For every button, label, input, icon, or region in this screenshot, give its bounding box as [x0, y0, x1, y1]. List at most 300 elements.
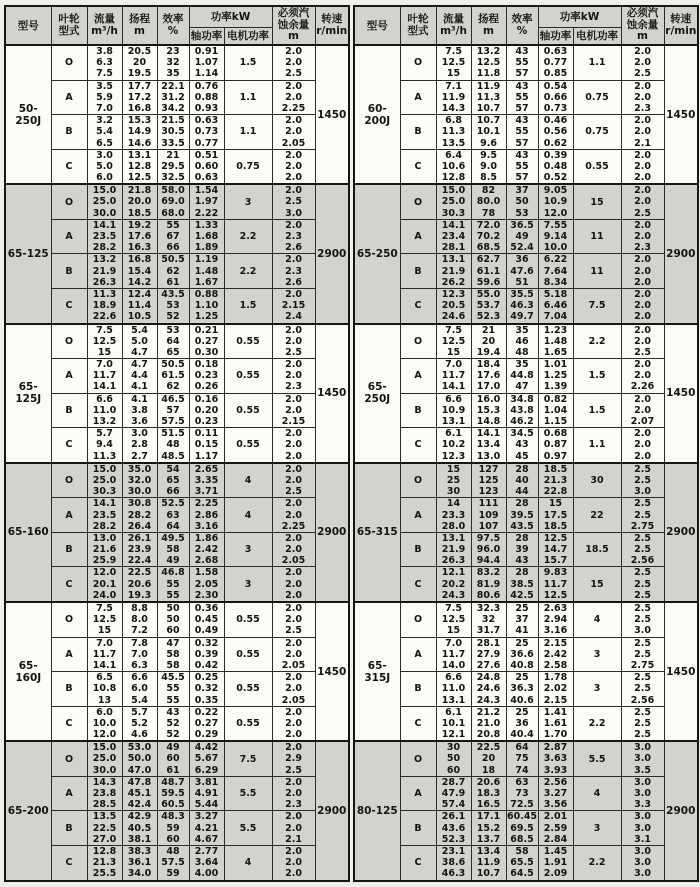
flow-value-line: 13.1 — [441, 532, 466, 544]
shaft-power-value-line: 1.70 — [543, 729, 568, 741]
npsh-value-line: 2.3 — [285, 265, 302, 277]
speed-cell: 2900 — [315, 184, 349, 323]
npsh-value-line: 2.0 — [634, 149, 651, 161]
efficiency-value-line: 47.6 — [510, 265, 534, 277]
efficiency-value-line: 44.8 — [510, 370, 534, 382]
npsh-value-line: 2.0 — [634, 450, 651, 462]
header-motor-power: 电机功率 — [573, 27, 621, 45]
impeller-row — [354, 498, 698, 533]
efficiency-value-line: 46.5 — [161, 393, 185, 405]
npsh-value-line: 2.0 — [634, 91, 651, 103]
efficiency-value-line: 25 — [515, 603, 529, 614]
flow-cell — [87, 254, 122, 289]
npsh-value-line: 2.0 — [285, 439, 302, 451]
flow-value-line: 28.5 — [92, 799, 117, 811]
flow-value-line: 10.6 — [441, 160, 466, 172]
impeller-type-cell: C — [51, 428, 87, 463]
shaft-power-value-line: 0.16 — [194, 393, 219, 405]
head-value-line: 12.8 — [127, 160, 152, 172]
npsh-value-line: 2.0 — [285, 648, 302, 660]
impeller-row — [5, 706, 349, 741]
motor-power-cell: 1.5 — [224, 288, 272, 323]
npsh-value-line: 2.3 — [634, 242, 651, 254]
efficiency-cell — [506, 288, 538, 323]
npsh-value-line: 2.0 — [285, 637, 302, 649]
shaft-power-cell — [189, 393, 224, 428]
efficiency-value-line: 25 — [515, 706, 529, 718]
shaft-power-cell — [189, 567, 224, 602]
npsh-value-line: 2.0 — [285, 185, 302, 197]
flow-value-line: 15 — [446, 68, 461, 80]
shaft-power-value-line: 4.21 — [194, 822, 219, 834]
impeller-row — [5, 393, 349, 428]
header-flow-line: 流量 — [94, 13, 115, 25]
head-value-line: 52.3 — [476, 311, 501, 323]
header-impeller-line: 叶轮 — [407, 13, 429, 25]
efficiency-value-line: 58 — [166, 659, 180, 671]
head-value-line: 17.7 — [127, 80, 152, 92]
impeller-type-cell: A — [51, 637, 87, 672]
head-value-line: 50.0 — [127, 753, 152, 765]
motor-power-cell: 22 — [573, 498, 621, 533]
flow-value-line: 6.5 — [96, 672, 113, 684]
head-value-line: 4.1 — [131, 381, 148, 393]
efficiency-value-line: 57.5 — [161, 416, 185, 427]
model-cell: 80-125 — [354, 741, 400, 880]
npsh-value-line: 2.0 — [285, 57, 302, 69]
npsh-cell — [272, 811, 315, 846]
impeller-row — [5, 741, 349, 776]
head-value-line: 12.5 — [127, 172, 152, 184]
efficiency-value-line: 63 — [166, 509, 180, 521]
shaft-power-cell — [538, 149, 573, 184]
impeller-row — [354, 811, 698, 846]
model-cell: 65-250J — [354, 324, 400, 463]
npsh-value-line: 2.0 — [285, 172, 302, 184]
shaft-power-value-line: 0.51 — [194, 149, 219, 161]
efficiency-value-line: 55 — [515, 57, 529, 69]
flow-value-line: 5.9 — [96, 91, 113, 103]
shaft-power-cell — [538, 637, 573, 672]
flow-value-line: 24.3 — [441, 589, 466, 601]
npsh-value-line: 2.1 — [285, 833, 302, 845]
efficiency-value-line: 59.5 — [161, 788, 185, 799]
impeller-type-cell: A — [51, 80, 87, 115]
efficiency-cell — [506, 324, 538, 359]
shaft-power-value-line: 0.88 — [194, 91, 219, 103]
head-cell — [122, 115, 157, 150]
flow-value-line: 15.0 — [92, 742, 117, 754]
impeller-type-cell: B — [400, 115, 436, 150]
flow-value-line: 7.0 — [96, 102, 113, 114]
npsh-value-line: 2.5 — [634, 706, 651, 718]
npsh-value-line: 2.0 — [285, 80, 302, 92]
efficiency-value-line: 37 — [515, 614, 529, 626]
shaft-power-value-line: 15 — [548, 498, 563, 510]
impeller-row — [5, 845, 349, 880]
efficiency-value-line: 43 — [515, 439, 529, 451]
npsh-value-line: 2.0 — [285, 776, 302, 788]
model-cell: 50-250J — [5, 45, 51, 184]
shaft-power-value-line: 1.48 — [543, 335, 568, 347]
flow-cell — [436, 637, 471, 672]
efficiency-cell — [506, 463, 538, 498]
head-value-line: 20.6 — [127, 578, 152, 590]
impeller-type-cell: C — [400, 288, 436, 323]
npsh-cell — [272, 602, 315, 637]
motor-power-cell: 1.5 — [573, 393, 621, 428]
impeller-row — [5, 602, 349, 637]
npsh-value-line: 2.5 — [634, 717, 651, 729]
flow-value-line: 11.3 — [92, 450, 117, 462]
head-value-line: 17.6 — [476, 370, 501, 382]
motor-power-cell: 3 — [224, 532, 272, 567]
flow-cell — [87, 532, 122, 567]
head-value-line: 18.3 — [476, 788, 501, 799]
speed-cell: 1450 — [315, 602, 349, 741]
flow-value-line: 10.0 — [92, 717, 117, 729]
head-cell — [471, 706, 506, 741]
flow-value-line: 3.0 — [96, 149, 113, 161]
shaft-power-value-line: 1.89 — [194, 242, 219, 254]
npsh-value-line: 2.0 — [634, 185, 651, 197]
npsh-value-line: 2.0 — [285, 567, 302, 579]
head-value-line: 4.4 — [131, 370, 148, 382]
shaft-power-value-line: 0.26 — [194, 381, 219, 393]
npsh-value-line: 2.75 — [630, 659, 655, 671]
npsh-value-line: 2.6 — [285, 276, 302, 288]
flow-value-line: 38.6 — [441, 857, 466, 869]
flow-value-line: 12.5 — [441, 614, 466, 626]
shaft-power-value-line: 5.44 — [194, 799, 219, 811]
efficiency-value-line: 46.2 — [510, 416, 534, 427]
efficiency-value-line: 55 — [515, 160, 529, 172]
shaft-power-value-line: 18.5 — [543, 520, 568, 532]
efficiency-value-line: 65 — [166, 346, 180, 358]
head-cell — [471, 567, 506, 602]
flow-value-line: 28.0 — [441, 520, 466, 532]
npsh-value-line: 3.0 — [285, 207, 302, 219]
head-cell — [471, 149, 506, 184]
impeller-row — [5, 532, 349, 567]
shaft-power-value-line: 2.15 — [543, 694, 568, 706]
head-value-line: 40.5 — [127, 822, 152, 834]
flow-cell — [436, 741, 471, 776]
npsh-value-line: 2.0 — [285, 706, 302, 718]
header-head-line: 扬程 — [478, 13, 500, 25]
flow-value-line: 12.5 — [441, 57, 466, 69]
shaft-power-value-line: 0.23 — [194, 416, 219, 427]
efficiency-cell — [157, 498, 189, 533]
npsh-cell — [621, 359, 664, 394]
speed-cell: 1450 — [664, 324, 698, 463]
efficiency-value-line: 43 — [515, 80, 529, 92]
flow-value-line: 23.5 — [92, 231, 117, 242]
flow-value-line: 14.1 — [92, 219, 117, 231]
flow-cell — [436, 706, 471, 741]
shaft-power-value-line: 18.5 — [543, 463, 568, 475]
flow-value-line: 14.0 — [441, 659, 466, 671]
head-value-line: 11.4 — [127, 300, 152, 312]
npsh-value-line: 3.0 — [634, 811, 651, 823]
efficiency-value-line: 57.5 — [161, 857, 185, 869]
flow-value-line: 13.0 — [92, 532, 117, 544]
npsh-value-line: 2.0 — [285, 857, 302, 869]
shaft-power-value-line: 22.8 — [543, 486, 568, 498]
head-value-line: 16.8 — [127, 254, 152, 266]
shaft-power-value-line: 2.42 — [194, 544, 219, 556]
efficiency-cell — [506, 602, 538, 637]
npsh-value-line: 2.5 — [285, 625, 302, 637]
npsh-value-line: 2.5 — [634, 509, 651, 521]
head-value-line: 7.8 — [131, 637, 148, 649]
npsh-value-line: 2.0 — [285, 811, 302, 823]
head-cell — [122, 149, 157, 184]
head-value-line: 111 — [478, 498, 499, 510]
efficiency-value-line: 45.5 — [161, 672, 185, 684]
head-value-line: 18.4 — [476, 359, 501, 371]
head-value-line: 6.0 — [131, 683, 148, 695]
flow-value-line: 15 — [97, 346, 112, 358]
motor-power-cell: 15 — [573, 567, 621, 602]
npsh-value-line: 2.5 — [634, 672, 651, 684]
npsh-cell — [621, 149, 664, 184]
efficiency-value-line: 62 — [166, 265, 180, 277]
efficiency-value-line: 67 — [166, 231, 180, 242]
npsh-value-line: 2.0 — [285, 742, 302, 754]
shaft-power-cell — [538, 532, 573, 567]
impeller-row — [5, 359, 349, 394]
flow-value-line: 7.5 — [96, 324, 113, 336]
header-speed — [315, 6, 349, 45]
shaft-power-value-line: 4.67 — [194, 833, 219, 845]
flow-value-line: 25.5 — [92, 868, 117, 880]
head-value-line: 13.4 — [476, 439, 501, 451]
shaft-power-value-line: 1.04 — [543, 404, 568, 416]
flow-value-line: 7.0 — [445, 359, 462, 371]
head-value-line: 24.8 — [476, 672, 501, 684]
efficiency-value-line: 61 — [166, 764, 180, 776]
shaft-power-value-line: 3.63 — [543, 753, 568, 765]
shaft-power-cell — [189, 184, 224, 219]
efficiency-value-line: 57 — [166, 404, 180, 416]
efficiency-value-line: 39 — [515, 544, 529, 556]
shaft-power-cell — [538, 254, 573, 289]
efficiency-value-line: 28 — [515, 463, 529, 475]
npsh-value-line: 3.0 — [634, 776, 651, 788]
speed-cell: 2900 — [664, 184, 698, 323]
shaft-power-value-line: 0.30 — [194, 346, 219, 358]
efficiency-value-line: 64.5 — [510, 868, 534, 880]
npsh-value-line: 2.0 — [285, 498, 302, 510]
shaft-power-value-line: 1.19 — [194, 254, 219, 266]
efficiency-value-line: 21 — [166, 149, 180, 161]
head-value-line: 24.3 — [476, 694, 501, 706]
flow-value-line: 26.3 — [92, 276, 117, 288]
flow-value-line: 20.5 — [441, 300, 466, 312]
head-value-line: 19.4 — [476, 346, 501, 358]
npsh-cell — [621, 741, 664, 776]
efficiency-value-line: 43 — [515, 46, 529, 57]
npsh-value-line: 2.0 — [634, 115, 651, 127]
shaft-power-cell — [538, 672, 573, 707]
npsh-cell — [272, 428, 315, 463]
shaft-power-value-line: 0.54 — [543, 80, 568, 92]
shaft-power-value-line: 3.64 — [194, 857, 219, 869]
head-value-line: 8.5 — [480, 172, 497, 184]
flow-value-line: 10.2 — [441, 439, 466, 451]
shaft-power-value-line: 0.91 — [194, 46, 219, 57]
shaft-power-value-line: 4.00 — [194, 868, 219, 880]
impeller-type-cell: O — [400, 741, 436, 776]
npsh-cell — [621, 184, 664, 219]
npsh-cell — [621, 706, 664, 741]
npsh-cell — [272, 393, 315, 428]
head-value-line: 4.7 — [131, 359, 148, 371]
flow-value-line: 14.1 — [92, 659, 117, 671]
shaft-power-value-line: 2.58 — [543, 659, 568, 671]
shaft-power-value-line: 0.63 — [194, 172, 219, 184]
efficiency-value-line: 29.5 — [161, 160, 185, 172]
npsh-cell — [272, 672, 315, 707]
shaft-power-cell — [538, 393, 573, 428]
motor-power-cell: 0.75 — [573, 115, 621, 150]
npsh-value-line: 2.5 — [634, 498, 651, 510]
motor-power-cell: 1.1 — [224, 80, 272, 115]
npsh-value-line: 2.6 — [285, 242, 302, 254]
header-model: 型号 — [354, 6, 400, 45]
shaft-power-value-line: 0.76 — [194, 80, 219, 92]
shaft-power-value-line: 0.97 — [543, 450, 568, 462]
flow-value-line: 21.9 — [92, 265, 117, 277]
flow-value-line: 25.0 — [441, 196, 466, 208]
flow-cell — [436, 428, 471, 463]
npsh-value-line: 2.1 — [634, 137, 651, 149]
flow-cell — [87, 115, 122, 150]
flow-value-line: 21.3 — [92, 857, 117, 869]
efficiency-cell — [506, 428, 538, 463]
npsh-value-line: 2.5 — [634, 637, 651, 649]
head-value-line: 17.0 — [476, 381, 501, 393]
shaft-power-value-line: 1.67 — [194, 276, 219, 288]
pump-table-right — [353, 5, 699, 882]
shaft-power-value-line: 9.05 — [543, 185, 568, 197]
efficiency-value-line: 36.3 — [510, 683, 534, 695]
npsh-value-line: 2.0 — [634, 46, 651, 57]
head-value-line: 7.2 — [131, 625, 148, 637]
efficiency-value-line: 53 — [515, 207, 529, 219]
npsh-value-line: 2.0 — [285, 393, 302, 405]
flow-cell — [436, 45, 471, 80]
shaft-power-cell — [538, 706, 573, 741]
flow-value-line: 15 — [446, 463, 461, 475]
efficiency-value-line: 57 — [515, 137, 529, 149]
head-value-line: 12.4 — [127, 288, 152, 300]
motor-power-cell: 0.75 — [573, 80, 621, 115]
impeller-type-cell: A — [400, 219, 436, 254]
header-npsh-line: m — [637, 30, 648, 43]
flow-value-line: 52.3 — [441, 833, 466, 845]
shaft-power-cell — [189, 741, 224, 776]
impeller-type-cell: O — [51, 324, 87, 359]
efficiency-value-line: 39.5 — [510, 509, 534, 521]
npsh-cell — [272, 706, 315, 741]
head-cell — [471, 776, 506, 811]
motor-power-cell: 1.1 — [224, 115, 272, 150]
npsh-value-line: 2.0 — [285, 115, 302, 127]
flow-value-line: 26.1 — [441, 811, 466, 823]
flow-value-line: 30.0 — [92, 207, 117, 219]
flow-value-line: 23.3 — [441, 509, 466, 521]
efficiency-value-line: 49.7 — [510, 311, 534, 323]
impeller-row — [354, 324, 698, 359]
head-value-line: 7.0 — [131, 648, 148, 660]
head-value-line: 2.8 — [131, 439, 148, 451]
flow-value-line: 12.1 — [441, 567, 466, 579]
flow-value-line: 28.7 — [441, 776, 466, 788]
shaft-power-value-line: 1.41 — [543, 706, 568, 718]
efficiency-value-line: 28 — [515, 567, 529, 579]
header-power-kw: 功率kW — [189, 6, 272, 27]
flow-value-line: 30.3 — [92, 486, 117, 498]
head-value-line: 68.5 — [476, 242, 501, 254]
npsh-value-line: 2.75 — [630, 520, 655, 532]
npsh-value-line: 2.0 — [285, 509, 302, 521]
shaft-power-cell — [538, 359, 573, 394]
shaft-power-value-line: 1.23 — [543, 324, 568, 336]
head-value-line: 61.1 — [476, 265, 501, 277]
flow-value-line: 20.2 — [441, 578, 466, 590]
shaft-power-value-line: 0.52 — [543, 172, 568, 184]
header-speed-line: 转速 — [321, 13, 343, 25]
header-flow-line: 流量 — [443, 13, 465, 25]
efficiency-value-line: 60 — [166, 625, 180, 637]
flow-value-line: 13.1 — [441, 254, 466, 266]
speed-cell: 2900 — [315, 741, 349, 880]
flow-value-line: 5.7 — [96, 428, 113, 440]
head-value-line: 27.6 — [476, 659, 501, 671]
flow-value-line: 6.6 — [445, 672, 462, 684]
shaft-power-cell — [189, 115, 224, 150]
flow-value-line: 26.3 — [441, 555, 466, 567]
npsh-value-line: 2.0 — [634, 428, 651, 440]
flow-value-line: 6.6 — [96, 393, 113, 405]
shaft-power-value-line: 1.45 — [543, 845, 568, 857]
flow-value-line: 6.3 — [96, 57, 113, 69]
efficiency-value-line: 65 — [166, 474, 180, 486]
header-shaft-power: 轴功率 — [538, 27, 573, 45]
flow-cell — [436, 498, 471, 533]
flow-cell — [436, 184, 471, 219]
impeller-type-cell: B — [400, 393, 436, 428]
efficiency-value-line: 21.5 — [161, 115, 185, 127]
impeller-row — [5, 254, 349, 289]
head-cell — [122, 637, 157, 672]
impeller-type-cell: C — [400, 706, 436, 741]
npsh-value-line: 2.0 — [285, 822, 302, 834]
impeller-row — [5, 811, 349, 846]
efficiency-value-line: 55 — [166, 694, 180, 706]
shaft-power-cell — [189, 45, 224, 80]
header-eff-line: 效率 — [162, 13, 184, 25]
shaft-power-cell — [189, 637, 224, 672]
flow-value-line: 30 — [446, 486, 461, 498]
npsh-value-line: 2.0 — [634, 276, 651, 288]
model-cell: 65-250 — [354, 184, 400, 323]
efficiency-cell — [157, 602, 189, 637]
efficiency-cell — [506, 845, 538, 880]
npsh-value-line: 2.0 — [634, 196, 651, 208]
